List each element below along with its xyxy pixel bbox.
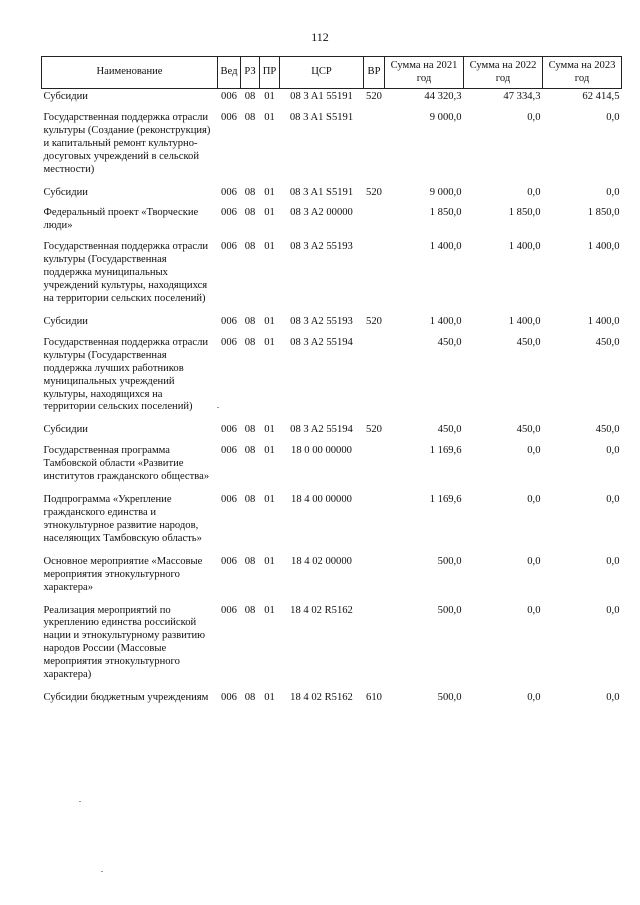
row-name: Государственная поддержка отрасли культуры (Государственная поддержка муниципальных учреждений культуры, находящихся на территории сельских поселений) [43, 241, 209, 304]
table-row [42, 89, 622, 112]
row-pr: 01 [264, 336, 275, 348]
header-ved: Вед [218, 57, 241, 89]
header-csr: ЦСР [280, 57, 364, 89]
row-sum-2022: 0,0 [527, 604, 541, 616]
row-vr: 520 [366, 424, 382, 436]
row-rz: 08 [244, 186, 256, 198]
row-name: Субсидии [43, 91, 88, 102]
row-pr: 01 [264, 494, 275, 506]
row-csr: 08 3 A2 55194 [290, 424, 353, 436]
row-vr [364, 494, 385, 556]
table-row [42, 207, 622, 241]
row-csr: 08 3 A2 55193 [290, 241, 353, 253]
row-sum-2021: 9 000,0 [429, 186, 462, 198]
row-sum-2022: 0,0 [527, 494, 541, 506]
row-name: Реализация мероприятий по укреплению единства российской нации и этнокультурному развитию народов России (Массовые мероприятия этнокультурного характера) [43, 604, 206, 681]
row-rz: 08 [244, 315, 256, 327]
row-ved: 006 [221, 336, 237, 348]
header-sum-2023: Сумма на 2023 год [543, 57, 622, 89]
row-pr: 01 [264, 91, 275, 102]
row-sum-2022: 0,0 [527, 186, 541, 198]
row-sum-2021: 500,0 [437, 555, 462, 567]
row-pr: 01 [264, 241, 275, 253]
row-sum-2021: 44 320,3 [424, 91, 462, 102]
row-vr [364, 445, 385, 494]
scan-speck [217, 407, 219, 408]
row-ved: 006 [221, 241, 237, 253]
header-rz: РЗ [241, 57, 260, 89]
row-csr: 08 3 A1 S5191 [289, 111, 354, 123]
row-sum-2022: 0,0 [527, 692, 541, 704]
row-pr: 01 [264, 424, 275, 436]
row-rz: 08 [244, 494, 256, 506]
row-vr: 610 [366, 692, 382, 704]
row-sum-2021: 1 400,0 [429, 241, 462, 253]
row-sum-2022: 450,0 [516, 336, 541, 348]
row-pr: 01 [264, 555, 275, 567]
row-rz: 08 [244, 336, 256, 348]
budget-table [41, 56, 622, 715]
header-sum-2021: Сумма на 2021 год [385, 57, 464, 89]
table-header-row [42, 57, 622, 89]
row-name: Субсидии [43, 424, 88, 436]
row-rz: 08 [244, 692, 256, 704]
row-csr: 08 3 A2 00000 [290, 207, 353, 219]
row-name: Государственная программа Тамбовской области «Развитие институтов гражданского общества» [43, 445, 210, 483]
row-sum-2023: 0,0 [606, 445, 620, 457]
row-sum-2023: 0,0 [606, 555, 620, 567]
table-row [42, 605, 622, 693]
row-rz: 08 [244, 424, 256, 436]
row-rz: 08 [244, 604, 256, 616]
row-name: Государственная поддержка отрасли культуры (Государственная поддержка лучших работников муниципальных учреждений культуры, находящихся на территории сельских поселений) [43, 336, 209, 413]
row-sum-2021: 450,0 [437, 336, 462, 348]
row-pr: 01 [264, 445, 275, 457]
row-rz: 08 [244, 91, 256, 102]
row-name: Субсидии бюджетным учреждениям [43, 692, 209, 704]
row-vr [364, 207, 385, 241]
row-pr: 01 [264, 604, 275, 616]
row-ved: 006 [221, 555, 237, 567]
row-name: Государственная поддержка отрасли культуры (Создание (реконструкция) и капитальный ремонт культурно-досуговых учреждений в сельской местности) [43, 111, 211, 175]
table-row [42, 692, 622, 715]
row-sum-2021: 500,0 [437, 692, 462, 704]
table-row [42, 445, 622, 494]
row-vr [364, 112, 385, 187]
row-sum-2022: 47 334,3 [503, 91, 541, 102]
row-sum-2023: 1 400,0 [587, 315, 620, 327]
row-rz: 08 [244, 207, 256, 219]
header-name: Наименование [42, 57, 218, 89]
table-row [42, 187, 622, 208]
table-row [42, 424, 622, 445]
row-rz: 08 [244, 445, 256, 457]
row-sum-2021: 9 000,0 [429, 111, 462, 123]
row-pr: 01 [264, 315, 275, 327]
row-vr [364, 605, 385, 693]
row-name: Подпрограмма «Укрепление гражданского единства и этнокультурное развитие народов, населяющих Тамбовскую область» [43, 494, 202, 544]
row-sum-2021: 500,0 [437, 604, 462, 616]
row-ved: 006 [221, 315, 237, 327]
header-pr: ПР [260, 57, 280, 89]
scan-speck [101, 871, 103, 872]
row-name: Субсидии [43, 315, 88, 327]
table-row [42, 494, 622, 556]
row-sum-2022: 450,0 [516, 424, 541, 436]
row-ved: 006 [221, 445, 237, 457]
row-name: Основное мероприятие «Массовые мероприятия этнокультурного характера» [43, 555, 203, 593]
page-number: 112 [311, 30, 329, 44]
table-row [42, 316, 622, 337]
row-rz: 08 [244, 111, 256, 123]
row-ved: 006 [221, 494, 237, 506]
row-pr: 01 [264, 186, 275, 198]
row-sum-2023: 1 400,0 [587, 241, 620, 253]
row-rz: 08 [244, 555, 256, 567]
row-sum-2023: 1 850,0 [587, 207, 620, 219]
row-sum-2023: 450,0 [595, 336, 620, 348]
row-name: Федеральный проект «Творческие люди» [43, 207, 199, 232]
row-sum-2021: 1 169,6 [429, 494, 462, 506]
row-sum-2021: 450,0 [437, 424, 462, 436]
table-row [42, 556, 622, 605]
row-sum-2023: 450,0 [595, 424, 620, 436]
row-vr: 520 [366, 315, 382, 327]
row-csr: 18 4 02 00000 [291, 555, 352, 567]
table-row [42, 337, 622, 425]
row-vr [364, 241, 385, 316]
row-csr: 18 4 02 R5162 [290, 692, 353, 704]
row-sum-2023: 62 414,5 [582, 91, 620, 102]
header-sum-2022: Сумма на 2022 год [464, 57, 543, 89]
row-sum-2021: 1 850,0 [429, 207, 462, 219]
row-pr: 01 [264, 207, 275, 219]
table-row [42, 112, 622, 187]
row-pr: 01 [264, 111, 275, 123]
row-pr: 01 [264, 692, 275, 704]
row-ved: 006 [221, 186, 237, 198]
row-sum-2022: 1 400,0 [508, 241, 541, 253]
row-ved: 006 [221, 91, 237, 102]
row-sum-2022: 1 400,0 [508, 315, 541, 327]
row-sum-2022: 0,0 [527, 445, 541, 457]
row-ved: 006 [221, 424, 237, 436]
row-csr: 18 0 00 00000 [291, 445, 352, 457]
row-vr: 520 [366, 91, 382, 102]
row-ved: 006 [221, 692, 237, 704]
row-sum-2023: 0,0 [606, 494, 620, 506]
row-vr [364, 337, 385, 425]
row-sum-2022: 0,0 [527, 555, 541, 567]
row-sum-2023: 0,0 [606, 186, 620, 198]
row-sum-2023: 0,0 [606, 692, 620, 704]
header-vr: ВР [364, 57, 385, 89]
row-ved: 006 [221, 111, 237, 123]
row-ved: 006 [221, 604, 237, 616]
table-row [42, 241, 622, 316]
row-sum-2023: 0,0 [606, 604, 620, 616]
row-csr: 08 3 A2 55194 [290, 336, 353, 348]
row-sum-2022: 0,0 [527, 111, 541, 123]
row-vr: 520 [366, 186, 382, 198]
row-csr: 18 4 02 R5162 [290, 604, 353, 616]
row-sum-2021: 1 400,0 [429, 315, 462, 327]
row-sum-2021: 1 169,6 [429, 445, 462, 457]
row-csr: 18 4 00 00000 [291, 494, 352, 506]
row-rz: 08 [244, 241, 256, 253]
row-name: Субсидии [43, 186, 88, 198]
row-csr: 08 3 A1 55191 [290, 91, 353, 102]
row-vr [364, 556, 385, 605]
row-sum-2022: 1 850,0 [508, 207, 541, 219]
row-csr: 08 3 A2 55193 [290, 315, 353, 327]
row-sum-2023: 0,0 [606, 111, 620, 123]
row-ved: 006 [221, 207, 237, 219]
row-csr: 08 3 A1 S5191 [289, 186, 354, 198]
scan-speck [79, 801, 81, 802]
